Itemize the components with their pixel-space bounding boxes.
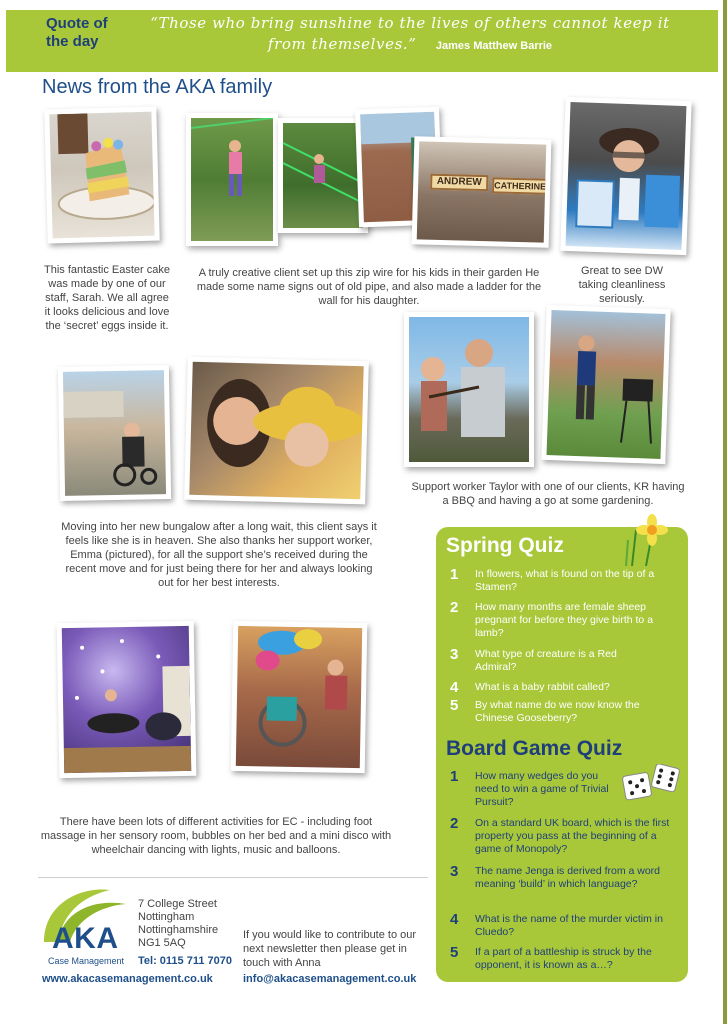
spring-q2-text: How many months are female sheep pregnant for before they give birth to a lamb? bbox=[475, 601, 654, 639]
easter-cake-photo bbox=[44, 107, 159, 244]
bbq-photo-2 bbox=[541, 305, 670, 464]
spring-q3-text: What type of creature is a Red Admiral? bbox=[475, 648, 617, 673]
address-line-3: Nottinghamshire bbox=[138, 924, 219, 936]
cleanliness-photo bbox=[560, 97, 691, 255]
address-line-2: Nottingham bbox=[138, 911, 195, 923]
board-q1-text: How many wedges do you need to win a game of Trivial Pursuit? bbox=[475, 770, 609, 808]
email-link[interactable]: info@akacasemanagement.co.uk bbox=[243, 973, 417, 985]
sign-andrew: ANDREW bbox=[430, 174, 488, 192]
footer-divider bbox=[38, 877, 428, 878]
quote-author: James Matthew Barrie bbox=[435, 40, 553, 52]
news-title: News from the AKA family bbox=[42, 76, 273, 98]
address-line-1: 7 College Street bbox=[138, 898, 217, 910]
zipwire-caption: A truly creative client set up this zip wire for his kids in their garden He made some name signs out of old pipe, and also made a ladder for the wall for his daughter. bbox=[196, 267, 542, 307]
spring-q3-number: 3 bbox=[450, 646, 459, 663]
board-q3-text: The name Jenga is derived from a word meaning ‘build’ in which language? bbox=[475, 865, 661, 890]
website-link[interactable]: www.akacasemanagement.co.uk bbox=[42, 973, 213, 985]
spring-q1-text: In flowers, what is found on the tip of a Stamen? bbox=[475, 568, 655, 593]
easter-cake-caption: This fantastic Easter cake was made by one of our staff, Sarah. We all agree it looks delicious and love the ‘secret’ eggs inside it. bbox=[44, 264, 170, 332]
daffodil-icon bbox=[622, 510, 672, 566]
aka-logo-text: AKA bbox=[52, 922, 119, 955]
contribute-message: If you would like to contribute to our next newsletter then please get in touch with Anna bbox=[243, 929, 417, 969]
postal-address bbox=[138, 898, 218, 950]
sign-catherine: CATHERINE bbox=[492, 177, 546, 194]
address-line-4: NG1 5AQ bbox=[138, 937, 186, 949]
zipwire-photo-1 bbox=[186, 113, 278, 246]
board-game-quiz-heading: Board Game Quiz bbox=[446, 737, 623, 760]
quote-body: “Those who bring sunshine to the lives of others cannot keep it from themselves.” bbox=[150, 14, 670, 53]
name-signs-photo bbox=[412, 136, 552, 248]
quote-of-the-day-title: Quote of the day bbox=[46, 15, 108, 50]
board-q1-number: 1 bbox=[450, 768, 459, 785]
dice-icon bbox=[620, 764, 682, 804]
board-q2-text: On a standard UK board, which is the first property you pass at the beginning of a game of Monopoly? bbox=[475, 817, 670, 855]
spring-q4-number: 4 bbox=[450, 679, 459, 696]
board-q5-text: If a part of a battleship is struck by the opponent, it is known as a…? bbox=[475, 946, 652, 971]
board-q5-number: 5 bbox=[450, 944, 459, 961]
spring-q2-number: 2 bbox=[450, 599, 459, 616]
board-q4-text: What is the name of the murder victim in Cluedo? bbox=[475, 913, 663, 938]
bungalow-photo bbox=[58, 365, 171, 501]
bungalow-caption: Moving into her new bungalow after a long wait, this client says it feels like she is in heaven. She also thanks her support worker, Emma (pictured), for all the support she’s received during the recent move and for just being there for her and always looking out for her best interests. bbox=[61, 521, 377, 589]
spring-q5-text: By what name do we now know the Chinese Gooseberry? bbox=[475, 699, 640, 724]
spring-q1-number: 1 bbox=[450, 566, 459, 583]
spring-q5-number: 5 bbox=[450, 697, 459, 714]
telephone-number: Tel: 0115 711 7070 bbox=[138, 955, 232, 967]
selfie-with-support-worker-photo bbox=[184, 357, 369, 505]
page-edge bbox=[723, 0, 727, 1024]
ec-activities-caption: There have been lots of different activities for EC - including foot massage in her sensory room, bubbles on her bed and a mini disco with wheelchair dancing with lights, music and balloons. bbox=[40, 816, 392, 856]
zipwire-photo-2 bbox=[278, 118, 368, 233]
spring-quiz-heading: Spring Quiz bbox=[446, 534, 564, 557]
spring-q4-text: What is a baby rabbit called? bbox=[475, 681, 610, 693]
wheelchair-disco-photo bbox=[231, 621, 368, 773]
quote-text bbox=[140, 13, 680, 57]
bbq-photo-1 bbox=[404, 312, 534, 467]
sensory-room-photo bbox=[57, 621, 197, 778]
aka-logo-subtitle: Case Management bbox=[48, 956, 125, 966]
cleanliness-caption: Great to see DW taking cleanliness seriously. bbox=[578, 265, 666, 305]
board-q2-number: 2 bbox=[450, 815, 459, 832]
board-q4-number: 4 bbox=[450, 911, 459, 928]
board-q3-number: 3 bbox=[450, 863, 459, 880]
bbq-caption: Support worker Taylor with one of our clients, KR having a BBQ and having a go at some gardening. bbox=[411, 481, 685, 507]
